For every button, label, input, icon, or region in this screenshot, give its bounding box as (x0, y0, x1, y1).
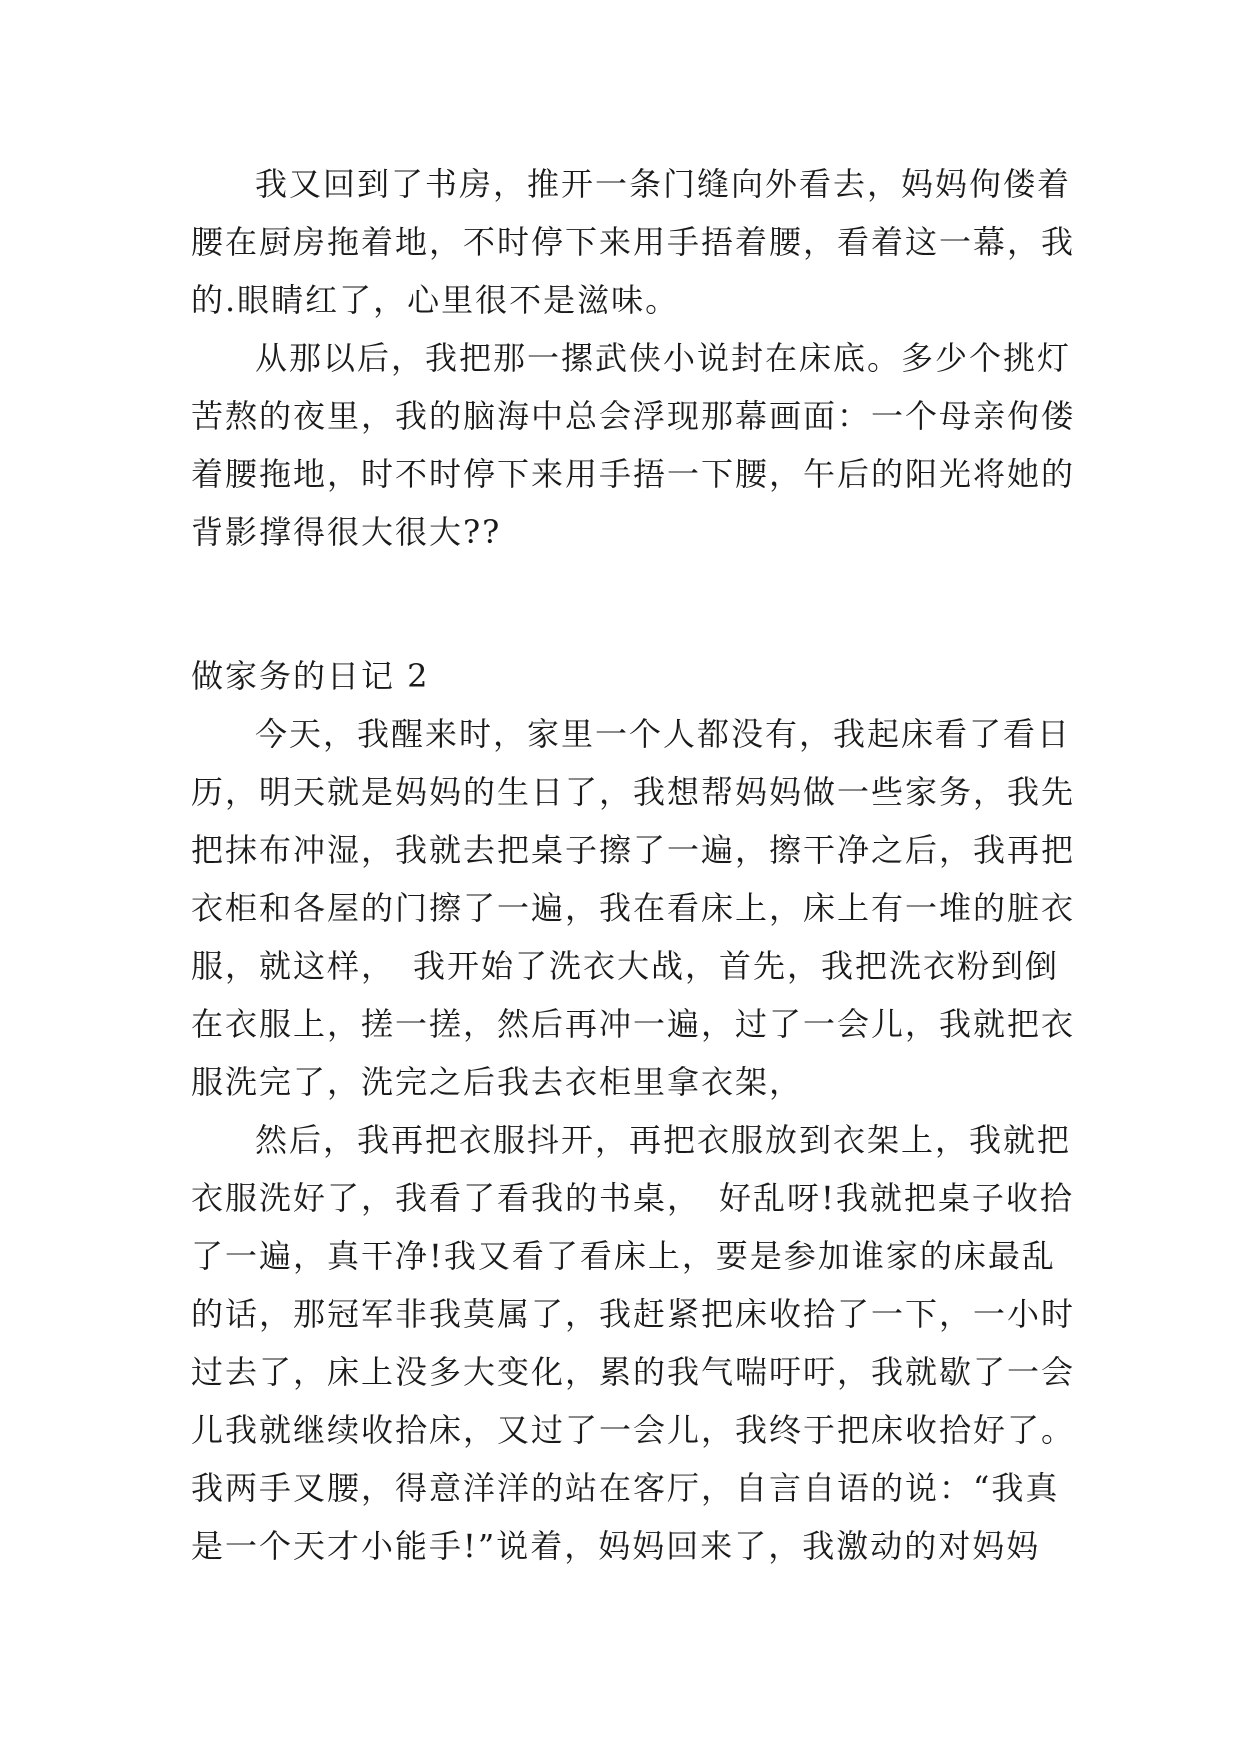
paragraph-1-line: 我又回到了书房，推开一条门缝向外看去，妈妈佝偻着 (255, 165, 1072, 203)
paragraph-3 (191, 705, 1076, 1111)
paragraph-4-line: 过去了，床上没多大变化，累的我气喘吁吁，我就歇了一会 (191, 1353, 1076, 1391)
paragraph-2 (191, 329, 1076, 561)
paragraph-3-line: 服洗完了，洗完之后我去衣柜里拿衣架， (191, 1063, 804, 1101)
paragraph-4-line: 是一个天才小能手!”说着，妈妈回来了，我激动的对妈妈 (191, 1527, 1041, 1565)
paragraph-4-line: 我两手叉腰，得意洋洋的站在客厅，自言自语的说：“我真 (191, 1469, 1060, 1507)
paragraph-1-line: 腰在厨房拖着地，不时停下来用手捂着腰，看着这一幕，我 (191, 223, 1076, 261)
paragraph-3-line: 把抹布冲湿，我就去把桌子擦了一遍，擦干净之后，我再把 (191, 831, 1076, 869)
section-heading: 做家务的日记 2 (191, 657, 430, 695)
document-page (191, 155, 1076, 1575)
paragraph-4 (191, 1111, 1076, 1575)
paragraph-2-line: 背影撑得很大很大?? (191, 513, 502, 551)
paragraph-1 (191, 155, 1076, 329)
paragraph-4-line: 儿我就继续收拾床，又过了一会儿，我终于把床收拾好了。 (191, 1411, 1076, 1449)
paragraph-3-line: 在衣服上，搓一搓，然后再冲一遍，过了一会儿，我就把衣 (191, 1005, 1076, 1043)
paragraph-3-line: 历，明天就是妈妈的生日了，我想帮妈妈做一些家务，我先 (191, 773, 1076, 811)
paragraph-2-line: 从那以后，我把那一摞武侠小说封在床底。多少个挑灯 (255, 339, 1072, 377)
paragraph-1-line: 的.眼睛红了，心里很不是滋味。 (191, 281, 680, 319)
paragraph-4-line: 了一遍，真干净!我又看了看床上，要是参加谁家的床最乱 (191, 1237, 1056, 1275)
paragraph-3-line: 衣柜和各屋的门擦了一遍，我在看床上，床上有一堆的脏衣 (191, 889, 1076, 927)
paragraph-2-line: 着腰拖地，时不时停下来用手捂一下腰，午后的阳光将她的 (191, 455, 1076, 493)
paragraph-2-line: 苦熬的夜里，我的脑海中总会浮现那幕画面：一个母亲佝偻 (191, 397, 1076, 435)
paragraph-3-line: 今天，我醒来时，家里一个人都没有，我起床看了看日 (255, 715, 1072, 753)
paragraph-4-line: 衣服洗好了，我看了看我的书桌， 好乱呀!我就把桌子收拾 (191, 1179, 1074, 1217)
paragraph-3-line: 服，就这样， 我开始了洗衣大战，首先，我把洗衣粉到倒 (191, 947, 1060, 985)
paragraph-4-line: 然后，我再把衣服抖开，再把衣服放到衣架上，我就把 (255, 1121, 1072, 1159)
paragraph-4-line: 的话，那冠军非我莫属了，我赶紧把床收拾了一下，一小时 (191, 1295, 1076, 1333)
